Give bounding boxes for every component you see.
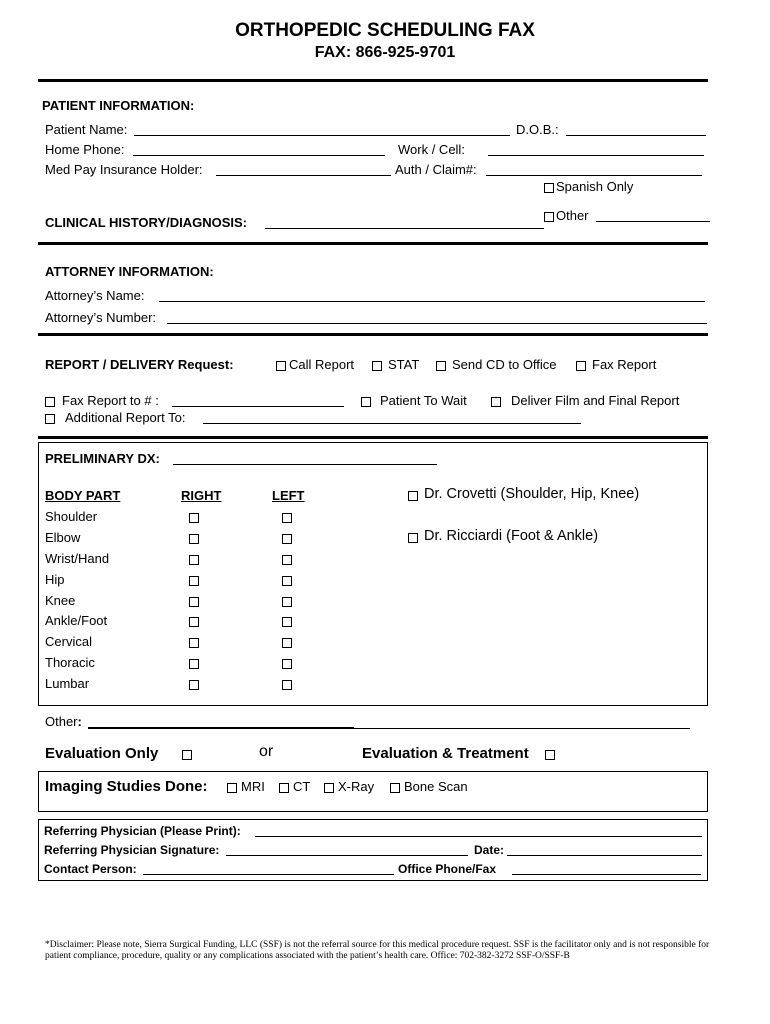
work-cell-field[interactable] <box>488 155 704 156</box>
preliminary-dx-field[interactable] <box>173 464 437 465</box>
patient-section-title: PATIENT INFORMATION: <box>42 98 195 113</box>
auth-claim-label: Auth / Claim#: <box>395 162 477 177</box>
thoracic-left-checkbox[interactable] <box>282 659 292 669</box>
patient-to-wait-checkbox[interactable] <box>361 397 371 407</box>
or-label: or <box>259 743 274 760</box>
other-language-field[interactable] <box>596 221 710 222</box>
additional-report-field[interactable] <box>203 423 581 424</box>
body-part-label: Ankle/Foot <box>45 613 108 628</box>
auth-claim-field[interactable] <box>486 175 702 176</box>
elbow-left-checkbox[interactable] <box>282 534 292 544</box>
stat-checkbox[interactable] <box>372 361 382 371</box>
send-cd-checkbox[interactable] <box>436 361 446 371</box>
fax-report-checkbox[interactable] <box>576 361 586 371</box>
preliminary-dx-box <box>38 442 708 706</box>
ankle-foot-right-checkbox[interactable] <box>189 617 199 627</box>
spanish-only-checkbox[interactable] <box>544 183 554 193</box>
body-part-label: Hip <box>45 572 65 587</box>
dr-crovetti-checkbox[interactable] <box>408 491 418 501</box>
patient-to-wait-label: Patient To Wait <box>380 393 467 408</box>
referring-print-field[interactable] <box>255 836 702 837</box>
divider <box>38 436 708 439</box>
attorney-number-field[interactable] <box>167 323 707 324</box>
dr-ricciardi-checkbox[interactable] <box>408 533 418 543</box>
body-part-header: BODY PART <box>45 488 121 503</box>
knee-left-checkbox[interactable] <box>282 597 292 607</box>
date-label: Date: <box>474 843 505 857</box>
med-pay-label: Med Pay Insurance Holder: <box>45 162 203 177</box>
contact-person-label: Contact Person: <box>44 862 137 876</box>
bone-scan-label: Bone Scan <box>404 779 468 794</box>
call-report-label: Call Report <box>289 357 355 372</box>
dob-field[interactable] <box>566 135 706 136</box>
right-header: RIGHT <box>181 488 222 503</box>
body-part-label: Elbow <box>45 530 81 545</box>
home-phone-field[interactable] <box>133 155 385 156</box>
fax-report-to-checkbox[interactable] <box>45 397 55 407</box>
home-phone-label: Home Phone: <box>45 142 125 157</box>
evaluation-treatment-checkbox[interactable] <box>545 750 555 760</box>
contact-person-field[interactable] <box>143 874 394 875</box>
send-cd-label: Send CD to Office <box>452 357 557 372</box>
elbow-right-checkbox[interactable] <box>189 534 199 544</box>
ct-checkbox[interactable] <box>279 783 289 793</box>
ct-label: CT <box>293 779 311 794</box>
wrist-hand-left-checkbox[interactable] <box>282 555 292 565</box>
delivery-label: REPORT / DELIVERY Request: <box>45 357 234 372</box>
clinical-history-field[interactable] <box>265 228 544 229</box>
hip-right-checkbox[interactable] <box>189 576 199 586</box>
shoulder-left-checkbox[interactable] <box>282 513 292 523</box>
bone-scan-checkbox[interactable] <box>390 783 400 793</box>
lumbar-left-checkbox[interactable] <box>282 680 292 690</box>
cervical-left-checkbox[interactable] <box>282 638 292 648</box>
lumbar-right-checkbox[interactable] <box>189 680 199 690</box>
call-report-checkbox[interactable] <box>276 361 286 371</box>
attorney-number-label: Attorney’s Number: <box>45 310 157 325</box>
shoulder-right-checkbox[interactable] <box>189 513 199 523</box>
clinical-history-label: CLINICAL HISTORY/DIAGNOSIS: <box>45 215 247 230</box>
spanish-only-label: Spanish Only <box>556 179 634 194</box>
other-language-label: Other <box>556 208 589 223</box>
divider <box>38 242 708 245</box>
divider <box>38 79 708 82</box>
attorney-name-field[interactable] <box>159 301 705 302</box>
dob-label: D.O.B.: <box>516 122 559 137</box>
additional-report-label: Additional Report To: <box>65 410 186 425</box>
referring-print-label: Referring Physician (Please Print): <box>44 824 241 838</box>
fax-report-label: Fax Report <box>592 357 657 372</box>
form-title: ORTHOPEDIC SCHEDULING FAX <box>235 20 535 41</box>
attorney-section-title: ATTORNEY INFORMATION: <box>45 264 214 279</box>
office-phone-label: Office Phone/Fax <box>398 862 497 876</box>
imaging-label: Imaging Studies Done: <box>45 778 208 795</box>
fax-report-to-field[interactable] <box>172 406 344 407</box>
dr-crovetti-label: Dr. Crovetti (Shoulder, Hip, Knee) <box>424 486 640 502</box>
deliver-film-checkbox[interactable] <box>491 397 501 407</box>
body-part-label: Shoulder <box>45 509 98 524</box>
cervical-right-checkbox[interactable] <box>189 638 199 648</box>
patient-name-label: Patient Name: <box>45 122 128 137</box>
other-label-colon: : <box>77 714 82 729</box>
med-pay-field[interactable] <box>216 175 391 176</box>
referring-signature-label: Referring Physician Signature: <box>44 843 220 857</box>
thoracic-right-checkbox[interactable] <box>189 659 199 669</box>
other-label-text: Other <box>45 714 78 729</box>
other-language-checkbox[interactable] <box>544 212 554 222</box>
body-part-label: Knee <box>45 593 76 608</box>
dr-ricciardi-label: Dr. Ricciardi (Foot & Ankle) <box>424 528 599 544</box>
body-part-label: Thoracic <box>45 655 95 670</box>
stat-label: STAT <box>388 357 420 372</box>
mri-label: MRI <box>241 779 265 794</box>
hip-left-checkbox[interactable] <box>282 576 292 586</box>
left-header: LEFT <box>272 488 305 503</box>
xray-label: X-Ray <box>338 779 375 794</box>
evaluation-only-checkbox[interactable] <box>182 750 192 760</box>
preliminary-dx-label: PRELIMINARY DX: <box>45 451 160 466</box>
mri-checkbox[interactable] <box>227 783 237 793</box>
fax-number: FAX: 866-925-9701 <box>314 44 456 61</box>
office-phone-field[interactable] <box>512 874 701 875</box>
attorney-name-label: Attorney’s Name: <box>45 288 145 303</box>
body-part-label: Cervical <box>45 634 92 649</box>
xray-checkbox[interactable] <box>324 783 334 793</box>
deliver-film-label: Deliver Film and Final Report <box>511 393 680 408</box>
fax-report-to-label: Fax Report to # : <box>62 393 159 408</box>
patient-name-field[interactable] <box>134 135 510 136</box>
body-part-label: Lumbar <box>45 676 90 691</box>
work-cell-label: Work / Cell: <box>398 142 465 157</box>
other-label <box>45 714 82 729</box>
knee-right-checkbox[interactable] <box>189 597 199 607</box>
wrist-hand-right-checkbox[interactable] <box>189 555 199 565</box>
evaluation-treatment-label: Evaluation & Treatment <box>362 745 529 762</box>
divider <box>38 333 708 336</box>
other-field[interactable] <box>88 727 354 729</box>
other-field-extension[interactable] <box>354 728 690 729</box>
date-field[interactable] <box>507 855 702 856</box>
additional-report-checkbox[interactable] <box>45 414 55 424</box>
referring-signature-field[interactable] <box>226 855 468 856</box>
disclaimer: *Disclaimer: Please note, Sierra Surgical Funding, LLC (SSF) is not the referral source for this medical procedure request. SSF is the facilitator only and is not responsible for patient compliance, procedure, quality or any complications associated with the patient’s health care. Office: 702-382-3272 SSF-O/SSF-B <box>45 940 710 961</box>
body-part-label: Wrist/Hand <box>45 551 110 566</box>
evaluation-only-label: Evaluation Only <box>45 745 159 762</box>
ankle-foot-left-checkbox[interactable] <box>282 617 292 627</box>
